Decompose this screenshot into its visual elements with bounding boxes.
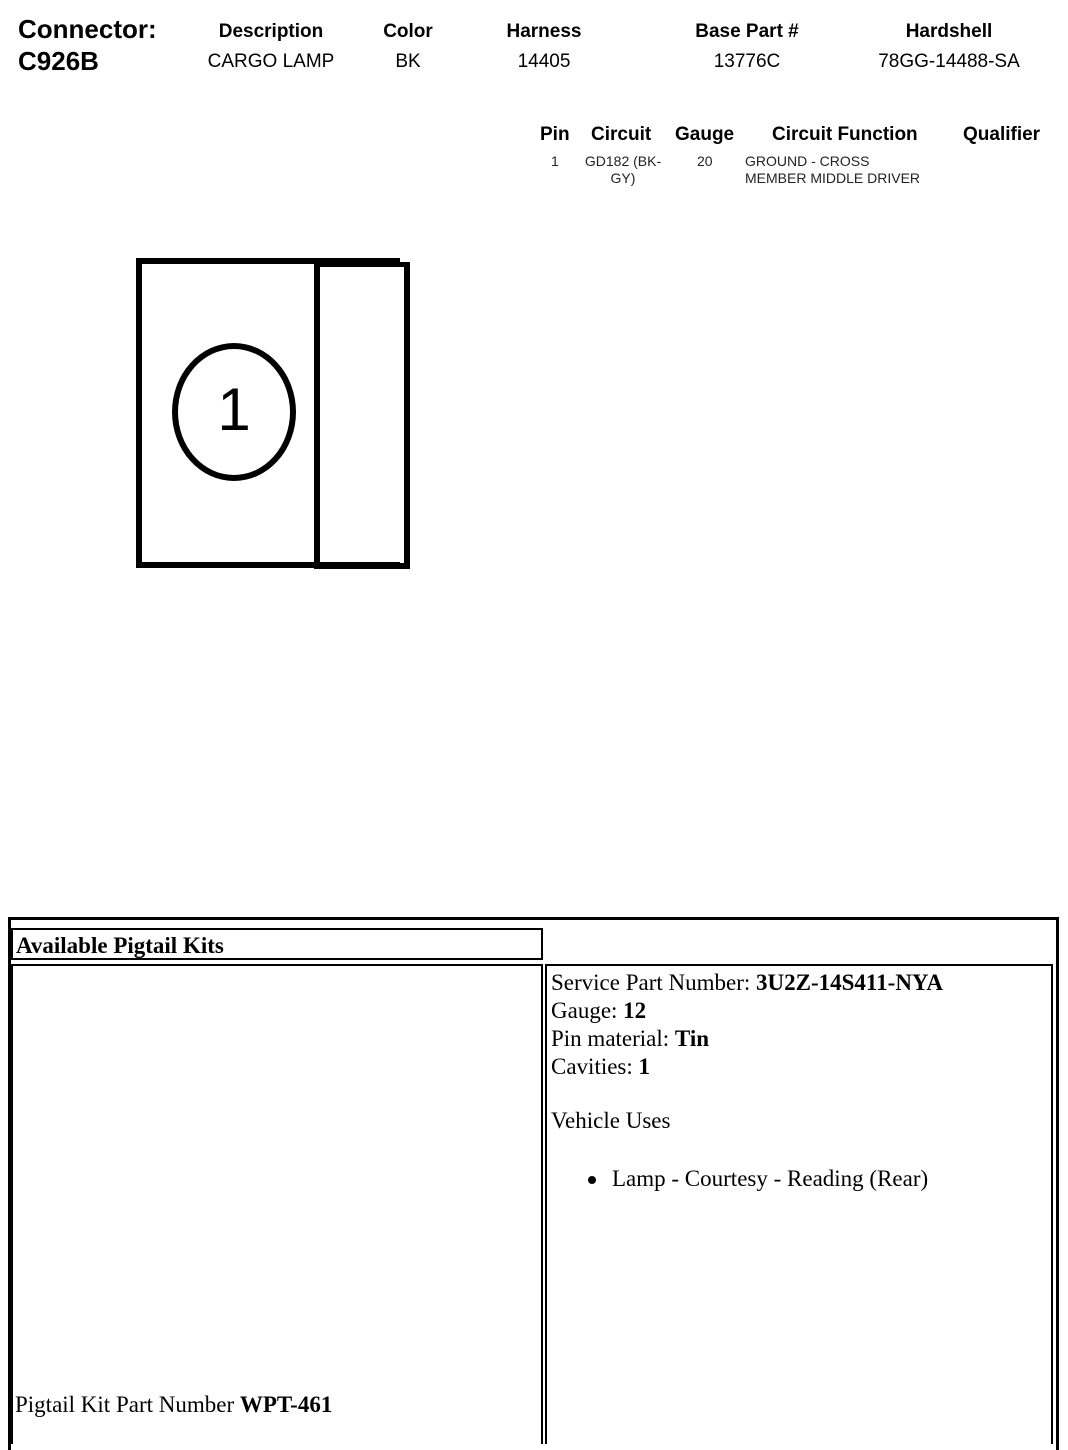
bullet-icon: [588, 1176, 596, 1184]
gauge-label: Gauge:: [551, 998, 624, 1023]
base-part-value: 13776C: [713, 51, 781, 72]
circuit-cell-line1: GD182 (BK-: [584, 153, 662, 169]
pin-material-line: [551, 1025, 709, 1053]
pin-column-header: Pin: [540, 124, 570, 145]
gauge-value: 12: [623, 998, 647, 1023]
function-cell-line2: MEMBER MIDDLE DRIVER: [745, 170, 921, 186]
circuit-cell-line2: GY): [610, 170, 636, 186]
pigtail-kit-part-line: [15, 1391, 332, 1419]
description-header: Description: [218, 21, 324, 42]
connector-id: C926B: [18, 46, 99, 76]
vehicle-use-item: Lamp - Courtesy - Reading (Rear): [612, 1166, 929, 1191]
gauge-cell: 20: [697, 153, 713, 169]
pin-1-label: 1: [217, 376, 251, 443]
harness-value: 14405: [517, 51, 571, 72]
qualifier-column-header: Qualifier: [963, 124, 1041, 145]
pigtail-section-title: Available Pigtail Kits: [11, 928, 543, 960]
circuit-column-header: Circuit: [591, 124, 652, 145]
circuit-function-column-header: Circuit Function: [772, 124, 918, 145]
description-value: CARGO LAMP: [207, 51, 335, 72]
service-part-line: [551, 969, 943, 997]
gauge-column-header: Gauge: [675, 124, 735, 145]
connector-label: Connector:: [18, 14, 157, 44]
service-part-value: 3U2Z-14S411-NYA: [756, 970, 944, 995]
cavities-value: 1: [638, 1054, 651, 1079]
hardshell-header: Hardshell: [905, 21, 993, 42]
connector-latch: [314, 262, 410, 569]
color-header: Color: [383, 21, 433, 42]
pigtail-kit-part-label: Pigtail Kit Part Number: [15, 1392, 240, 1417]
harness-header: Harness: [506, 21, 582, 42]
color-value: BK: [395, 51, 421, 72]
hardshell-value: 78GG-14488-SA: [878, 51, 1020, 72]
cavities-line: [551, 1053, 650, 1081]
pin-number-cell: 1: [551, 153, 559, 169]
function-cell-line1: GROUND - CROSS: [745, 153, 870, 169]
gauge-line: [551, 997, 646, 1025]
cavities-label: Cavities:: [551, 1054, 639, 1079]
pin-1-cavity: [172, 343, 296, 481]
pin-material-value: Tin: [674, 1026, 710, 1051]
pigtail-kit-part-value: WPT-461: [239, 1392, 333, 1417]
pin-material-label: Pin material:: [551, 1026, 675, 1051]
service-part-label: Service Part Number:: [551, 970, 757, 995]
base-part-header: Base Part #: [695, 21, 799, 42]
pigtail-image-cell: [11, 964, 543, 1444]
vehicle-uses-heading: Vehicle Uses: [551, 1108, 671, 1133]
